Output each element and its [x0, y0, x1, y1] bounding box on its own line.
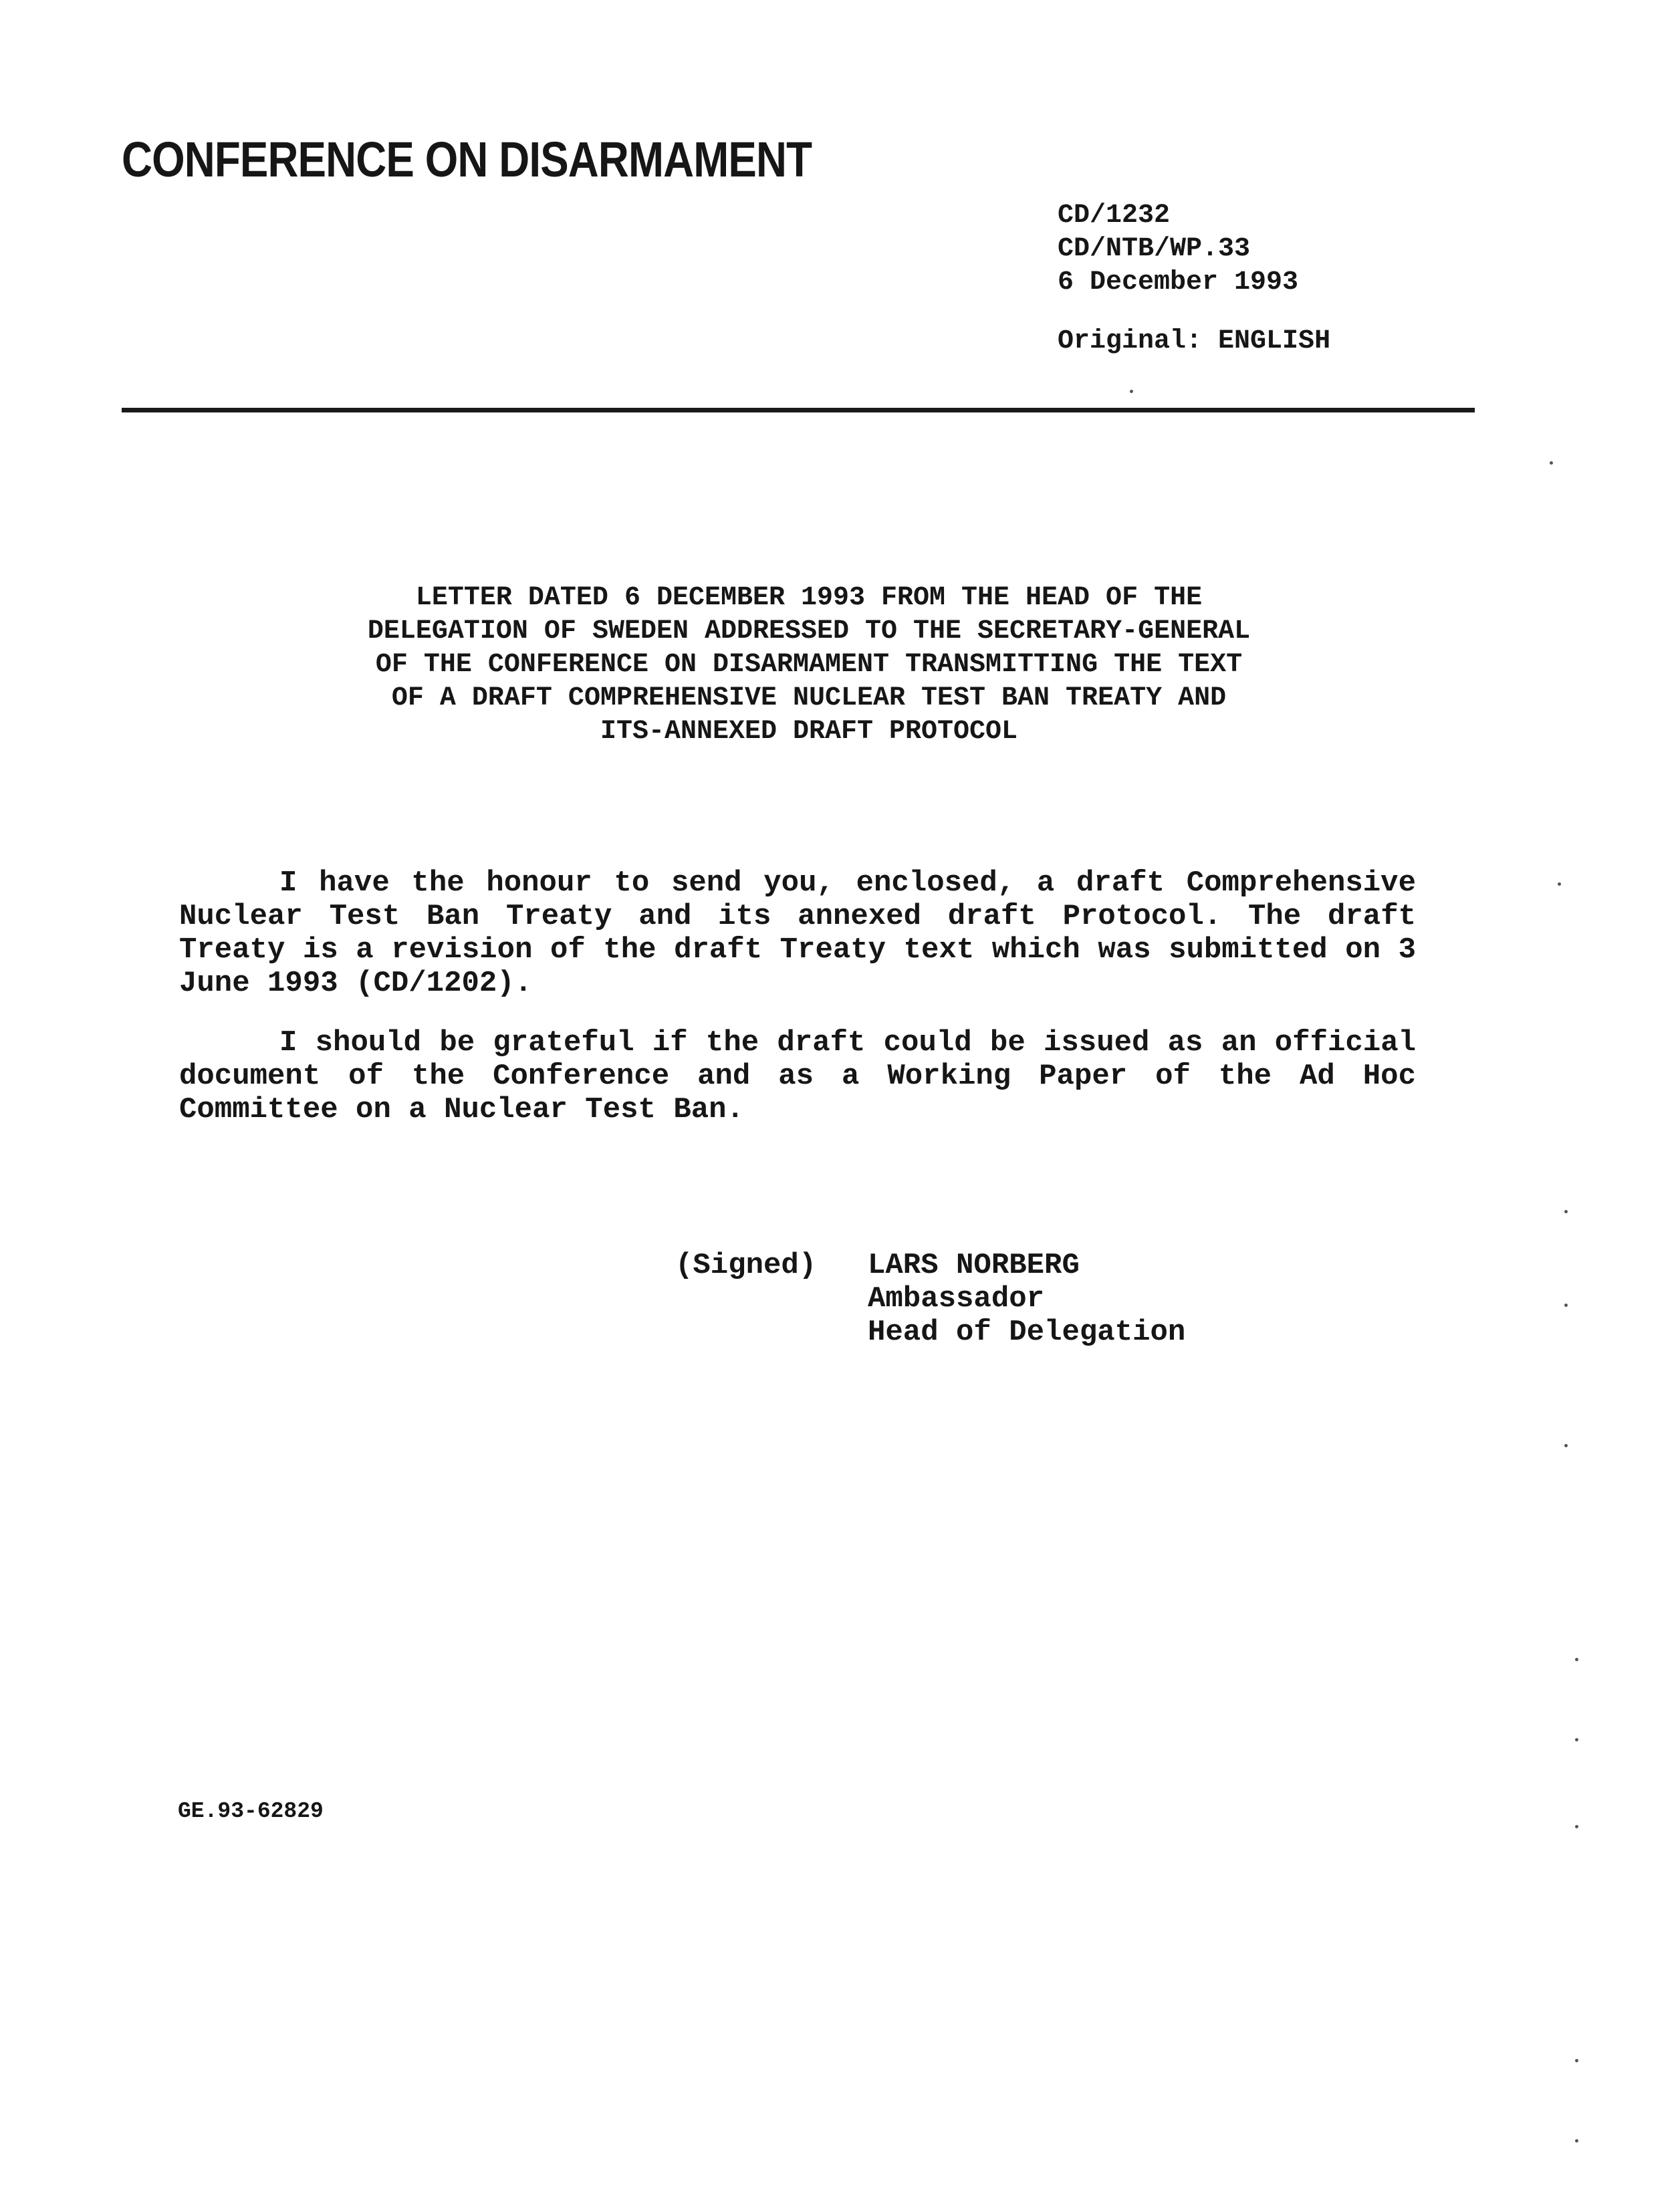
scan-speck [1564, 1444, 1568, 1447]
document-reference: GE.93-62829 [178, 1799, 324, 1824]
signatory-title: Ambassador [868, 1282, 1045, 1316]
scan-speck [1550, 461, 1553, 465]
letter-title-line: OF A DRAFT COMPREHENSIVE NUCLEAR TEST BAN TREATY AND [391, 683, 1227, 713]
signed-label: (Signed) [675, 1249, 817, 1282]
scan-speck [1575, 2139, 1578, 2143]
body-paragraph-2: I should be grateful if the draft could be issued as an official document of the Conference and as a Working Paper of the Ad Hoc Committee on a Nuclear Test Ban. [179, 1026, 1416, 1126]
organization-title: CONFERENCE ON DISARMAMENT [122, 132, 812, 187]
document-symbols [1058, 199, 1298, 299]
letter-title-line: LETTER DATED 6 DECEMBER 1993 FROM THE HEAD OF THE [415, 583, 1203, 613]
header-divider [122, 408, 1475, 412]
scan-speck [1575, 1825, 1578, 1828]
signatory-name: LARS NORBERG [868, 1249, 1080, 1282]
scan-speck [1130, 390, 1133, 393]
scan-speck [1558, 882, 1561, 886]
signature-block [868, 1249, 1185, 1349]
signatory-role: Head of Delegation [868, 1316, 1186, 1349]
letter-title [201, 582, 1417, 749]
scan-speck [1575, 1658, 1578, 1661]
document-symbol: CD/1232 [1058, 201, 1171, 231]
document-date: 6 December 1993 [1058, 267, 1299, 297]
body-paragraph-1: I have the honour to send you, enclosed, a draft Comprehensive Nuclear Test Ban Treaty and its annexed draft Protocol. The draft Treaty is a revision of the draft Treaty text which was submitted on 3 June 1993 (CD/1202). [179, 866, 1416, 1000]
scan-speck [1564, 1210, 1568, 1213]
letter-title-line: ITS-ANNEXED DRAFT PROTOCOL [600, 717, 1018, 747]
scan-speck [1575, 1738, 1578, 1741]
letter-title-line: OF THE CONFERENCE ON DISARMAMENT TRANSMITTING THE TEXT [375, 650, 1243, 680]
letter-title-line: DELEGATION OF SWEDEN ADDRESSED TO THE SECRETARY-GENERAL [367, 616, 1251, 646]
original-language: Original: ENGLISH [1058, 326, 1331, 356]
scan-speck [1564, 1304, 1568, 1307]
scan-speck [1575, 2059, 1578, 2062]
document-symbol: CD/NTB/WP.33 [1058, 234, 1251, 264]
